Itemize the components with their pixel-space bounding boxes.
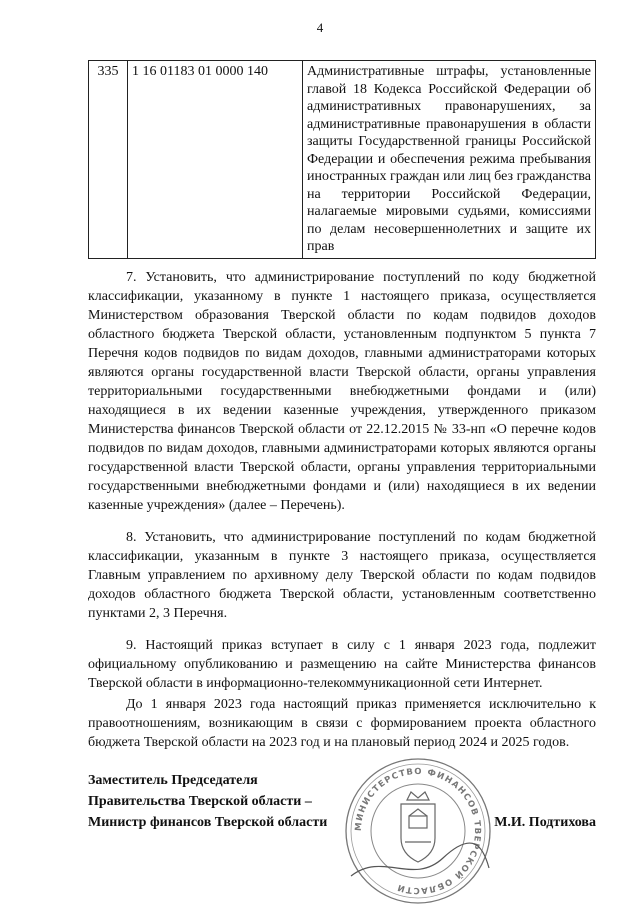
signer-position-line: Министр финансов Тверской области — [88, 815, 328, 830]
row-number-cell: 335 — [89, 61, 128, 259]
seal-text: МИНИСТЕРСТВО ФИНАНСОВ ТВЕРСКОЙ ОБЛАСТИ — [353, 766, 483, 896]
signer-name: М.И. Подтихова — [494, 815, 596, 830]
signature-block — [88, 766, 596, 896]
paragraph-8: 8. Установить, что администрирование поступлений по кодам бюджетной классификации, указанным в пункте 3 настоящего приказа, осуществляется Главным управлением по архивному делу Тверской области по кодам подвидов доходов областного бюджета Тверской области, установленным соответственно пунктами 2, 3 Перечня. — [88, 530, 596, 621]
signer-position-line: Правительства Тверской области – — [88, 794, 312, 809]
paragraph-9: 9. Настоящий приказ вступает в силу с 1 января 2023 года, подлежит официальному опубликованию и размещению на сайте Министерства финансов Тверской области в информационно-телекоммуникационной сети Интернет. — [88, 638, 596, 691]
coat-of-arms-icon — [401, 792, 435, 862]
revenue-description-cell: Административные штрафы, установленные главой 18 Кодекса Российской Федерации об административных правонарушениях, за административные правонарушения в области защиты Государственной границы Российской Федерации и обеспечения режима пребывания иностранных граждан или лиц без гражданства на территории Российской Федерации, налагаемые мировыми судьями, комиссиями по делам несовершеннолетних и защите их прав — [303, 61, 596, 259]
budget-code-cell: 1 16 01183 01 0000 140 — [128, 61, 303, 259]
svg-text:МИНИСТЕРСТВО ФИНАНСОВ ТВЕРСКОЙ — [354, 767, 482, 895]
budget-code-table — [88, 60, 596, 259]
paragraph-7: 7. Установить, что администрирование поступлений по коду бюджетной классификации, указанному в пункте 1 настоящего приказа, осуществляется Министерством образования Тверской области по кодам подвидов доходов областного бюджета Тверской области, установленным подпунктом 5 пункта 7 Перечня кодов подвидов по видам доходов, главными администраторами которых являются органы государственной власти Тверской области, органы управления территориальными государственными внебюджетными фондами и (или) находящиеся в их ведении казенные учреждения, утвержденного приказом Министерства финансов Тверской области от 22.12.2015 № 33-нп «О перечне кодов подвидов по видам доходов, главными администраторами которых являются органы государственной власти Тверской области, органы управления территориальными государственными внебюджетными фондами и (или) находящиеся в их ведении казенные учреждения» (далее – Перечень). — [88, 270, 596, 513]
order-body — [88, 268, 596, 765]
signer-position-line: Заместитель Председателя — [88, 773, 258, 788]
paragraph-9-continuation: До 1 января 2023 года настоящий приказ применяется исключительно к правоотношениям, возникающим в связи с формированием проекта областного бюджета Тверской области на 2023 год и на плановый период 2024 и 2025 годов. — [88, 697, 596, 750]
page-number: 4 — [316, 20, 324, 35]
table-row — [89, 61, 596, 259]
official-seal-icon — [343, 756, 493, 906]
